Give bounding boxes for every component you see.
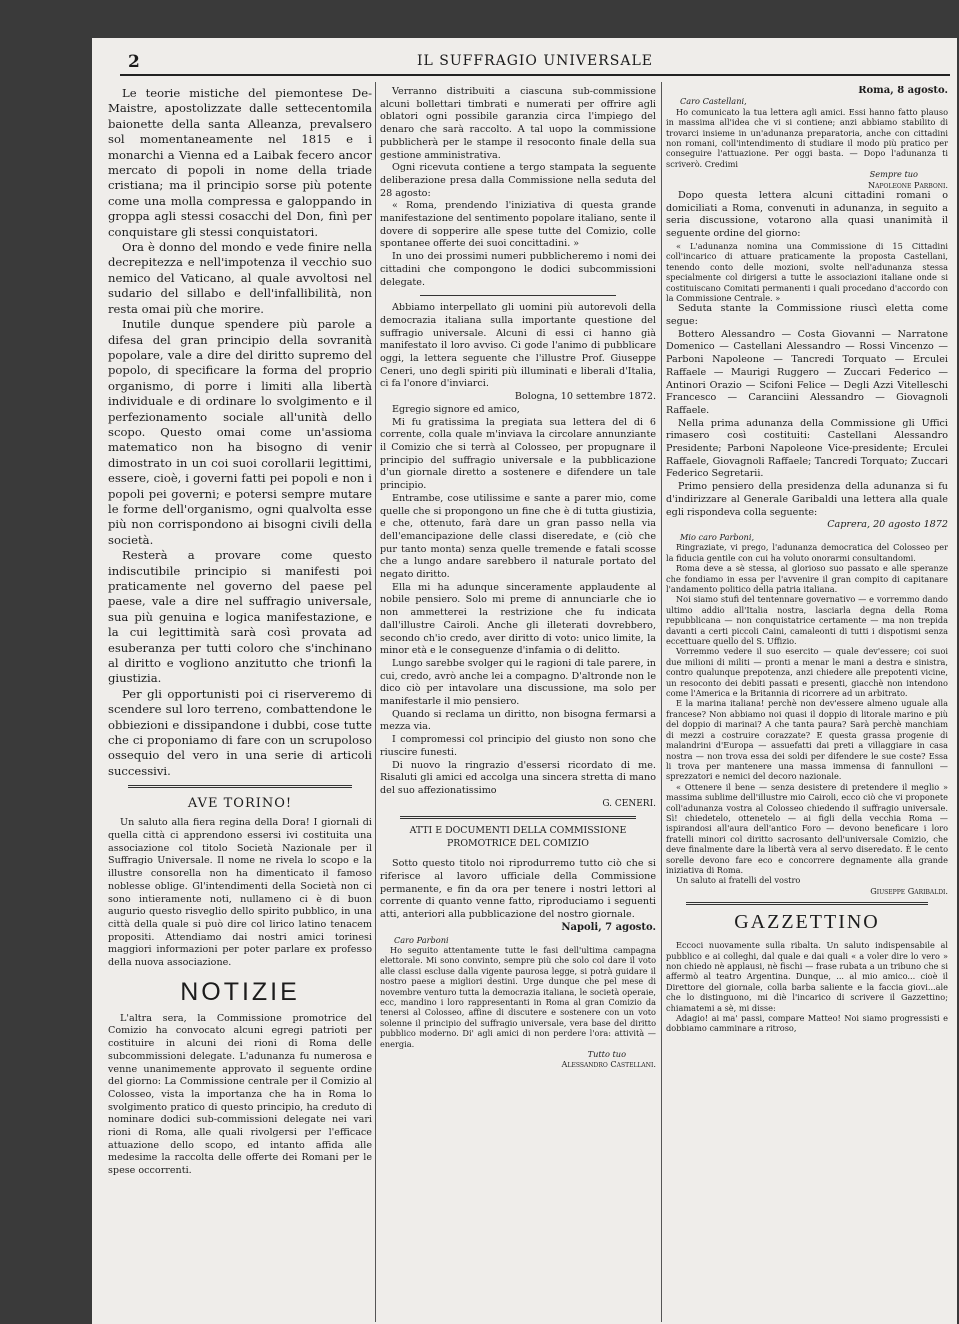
letter-paragraph: Lungo sarebbe svolger qui le ragioni di tale parere, in cui, credo, avrò anche lei a compagno. D'altronde non le dico ciò per intavolare una discussione, ma solo per manifestarle il mio pensiero. bbox=[380, 657, 656, 708]
letter-paragraph: Mi fu gratissima la pregiata sua lettera del di 6 corrente, colla quale m'inviava la circolare annunziante il Comizio che si terrà al Colosseo, per propugnare il principio del suffragio universale e la pubblicazione d'un giornale diretto a sostenere e difendere un tale principio. bbox=[380, 416, 656, 492]
header-rule bbox=[120, 74, 950, 76]
order-of-day bbox=[666, 241, 948, 303]
letter-salutation: Caro Parboni bbox=[394, 934, 449, 945]
section-separator bbox=[400, 816, 636, 819]
letter-closing: Tutto tuo bbox=[587, 1049, 626, 1060]
letter-paragraph: Roma deve a sè stessa, al glorioso suo passato e alle speranze che fondiamo in essa per l'avvenire il gran compito di capitanare l'andamento politico della patria italiana. bbox=[666, 563, 948, 594]
editorial-paragraph: Per gli opportunisti poi ci riserveremo di scendere sul loro terreno, combattendone le obbiezioni e dissipandone i dubbi, cose tutte che ci proponiamo di fare con un scrupoloso ossequio del vero in una serie di articoli successivi. bbox=[108, 686, 372, 778]
article-paragraph: Primo pensiero della presidenza della adunanza si fu d'indirizzare al Generale Garibaldi una lettera alla quale egli rispondeva colla seguente: bbox=[666, 481, 948, 518]
letter-date: Caprera, 20 agosto 1872 bbox=[827, 519, 948, 531]
letter-paragraph: E la marina italiana! perchè non dev'essere almeno uguale alla francese? Non abbiamo noi quasi il doppio di litorale marino e più del doppio di marinai? A che tanta paura? Sarà perchè manchiam di mezzi a costruire corazzate? E questa grassa progenie di malandrini d'Europa — assuefatti dai preti a villaggiare in casa nostra — non trova essa dei soldi per difendere le sue coste? Essa li trova per mantenere una massa immensa di fannulloni — sprezzatori e nemici del decoro nazionale. bbox=[666, 698, 948, 782]
newspaper-page bbox=[92, 38, 957, 1324]
ceneri-letter bbox=[380, 302, 656, 810]
article-paragraph: « Roma, prendendo l'iniziativa di questa grande manifestazione del sentimento popolare italiano, sente il dovere di sopperire alle spese tutte del Comizio, colle spontanee offerte dei suoi concittadini. » bbox=[380, 200, 656, 250]
letter-salutation: Caro Castellani, bbox=[680, 96, 747, 107]
column-3 bbox=[666, 86, 948, 1034]
letter-paragraph: Di nuovo la ringrazio d'essersi ricordato di me. Risaluti gli amici ed accolga una sincera stretta di mano del suo affezionatissimo bbox=[380, 759, 656, 796]
atti-intro: Sotto questo titolo noi riprodurremo tutto ciò che si riferisce al lavoro ufficiale della Commissione permanente, e fin da ora per tenere i nostri lettori al corrente di quanto venne fatto, riproduciamo i seguenti atti, anteriori alla pubblicazione del nostro giornale. bbox=[380, 858, 656, 921]
atti-heading: ATTI E DOCUMENTI DELLA COMMISSIONE PROMOTRICE DEL COMIZIO bbox=[409, 825, 627, 849]
letter-signature: Napoleone Parboni. bbox=[868, 179, 948, 190]
letter-text: Ho comunicato la tua lettera agli amici. Essi hanno fatto plauso in massima all'idea che vi si contiene; anzi abbiamo stabilito di trovarci insieme in un'adunanza preparatoria, anche con cittadini non romani, coll'intendimento di studiare il modo più pratico per conseguire l'attuazione. Per oggi basta. — Dopo l'adunanza ti scriverò. Credimi bbox=[666, 106, 948, 169]
column-1 bbox=[108, 86, 372, 1178]
order-of-day-text: « L'adunanza nomina una Commissione di 15 Cittadini coll'incarico di attuare praticamente la proposta Castellani, tenendo conto delle mozioni, svolte nell'adunanza stessa specialmente col dirigersi a tutte le associazioni italiane onde si costituiscano Comitati permanenti i quali procedano d'accordo con la Commissione Centrale. » bbox=[666, 240, 948, 303]
editorial-paragraph: Resterà a provare come questo indiscutibile principio si manifesti poi praticamente nel governo del paese pel paese, vale a dire nel suffragio universale, sua più genuina e logica manifestazione, e la cui legittimità sarà così provata ad esuberanza per tutti coloro che s'inchinano al diritto e vogliono anzitutto che trionfi la giustizia. bbox=[108, 548, 372, 686]
letter-date: Roma, 8 agosto. bbox=[858, 86, 948, 96]
article-paragraph: Verranno distribuiti a ciascuna sub-commissione alcuni bollettari timbrati e numerati per offrire agli oblatori ogni possibile garanzia circa l'impiego del denaro che sarà raccolto. A tal uopo la commissione pubblicherà per le stampe il resoconto finale della sua gestione amministrativa. bbox=[380, 86, 656, 161]
castellani-letter bbox=[380, 935, 656, 1070]
letter-paragraph: Un saluto ai fratelli del vostro bbox=[676, 875, 801, 886]
letter-paragraph: Noi siamo stufi del tentennare governativo — e vorremmo dando ultimo addio all'Italia nostra, lasciarla degna della Roma repubblicana — non conquistatrice certamente — ma non trepida davanti a certi piccoli Caini, camaleonti di tutti i dispotismi senza eccettuare quello del S. Uffizio. bbox=[666, 594, 948, 647]
ave-torino-article bbox=[108, 817, 372, 969]
letter-paragraph: « Ottenere il bene — senza desistere di pretendere il meglio » massima sublime dell'illustre mio Cairoli, ecco ciò che vi proponete coll'adunanza vostra al Colosseo chiedendo il suffragio universale. Sì! chiedetelo, ottenetelo — ai figli della vecchia Roma — ispirandosi all'aura dell'antico Foro — devono beneficare i loro fratelli minori col diritto sacrosanto dell'universale Comizio, che deve finalmente dare la libertà vera al servo diseredato. È le cento sorelle devono fare eco e concorrere degnamente alla grande iniziativa di Roma. bbox=[666, 781, 948, 875]
editorial-paragraph: Ora è donno del mondo e vede finire nella decrepitezza e nell'impotenza il vecchio suo nemico del Vaticano, al quale avvoltosi nel sudario del sillabo e dell'infallibilità, non resta omai più che morire. bbox=[108, 240, 372, 316]
ave-torino-text: Un saluto alla fiera regina della Dora! I giornali di quella città ci apprendono essersi ivi costituita una associazione col titolo Società Nazionale per il Suffragio Universale. Il nome ne rivela lo scopo e la illustre consorella non ha dimenticato il famoso noblesse oblige. Gl'intendimenti della Società non ci sono intieramente noti, nullameno ci è di buon augurio questo risveglio dello spirito pubblico, in una città della quale si può dire col lirico latino tenacem propositi. Attendiamo dai nostri amici torinesi maggiori informazioni per poter parlare ex professo della nuova associazione. bbox=[108, 817, 372, 969]
intro-paragraph: Abbiamo interpellato gli uomini più autorevoli della democrazia italiana sulla importante questione del suffragio universale. Alcuni di essi ci hanno già manifestato il loro avviso. Ci gode l'animo di pubblicare oggi, la lettera seguente che l'illustre Prof. Giuseppe Ceneri, uno degli spiriti più illuminati e liberali d'Italia, ci fa l'onore d'inviarci. bbox=[380, 302, 656, 390]
notizie-article bbox=[108, 1013, 372, 1178]
letter-text: Ho seguito attentamente tutte le fasi dell'ultima campagna elettorale. Mi sono convinto, sempre più che solo col dare il voto alle classi escluse dalla vigente paurosa legge, si potrà guidare il nostro paese a migliori destini. Urge dunque che pel mese di novembre venturo tutta la democrazia italiana, le società operaie, ecc, mandino i loro rappresentanti in Roma al gran Comizio da tenersi al Colosseo, affine di discutere e sostenere con un voto solenne il principio del suffragio universale, vera base del diritto pubblico moderno. Di' agli amici di non perdere l'ora: attività — energia. bbox=[380, 945, 656, 1049]
parboni-letter bbox=[666, 86, 948, 190]
gazzettino-paragraph: Adagio! ai ma' passi, compare Matteo! Noi siamo progressisti e dobbiamo camminare a ritroso, bbox=[666, 1013, 948, 1034]
article-paragraph: Ogni ricevuta contiene a tergo stampata la seguente deliberazione presa dalla Commissione nella seduta del 28 agosto: bbox=[380, 162, 656, 199]
notizie-heading: NOTIZIE bbox=[180, 977, 300, 1006]
article-paragraph: In uno dei prossimi numeri pubblicheremo i nomi dei cittadini che compongono le dodici subcommissioni delegate. bbox=[380, 251, 656, 288]
page-number: 2 bbox=[128, 52, 140, 72]
section-separator bbox=[686, 902, 928, 905]
members-list: Bottero Alessandro — Costa Giovanni — Narratone Domenico — Castellani Alessandro — Rossi Vincenzo — Parboni Napoleone — Tancredi Torquato — Erculei Raffaele — Maurigi Ruggero — Zuccari Federico — Antinori Orazio — Scifoni Felice — Degli Azzi Vitelleschi Francesco — Caranciini Alessandro — Giovagnoli Raffaele. bbox=[666, 328, 948, 416]
letter-paragraph: Quando si reclama un diritto, non bisogna fermarsi a mezza via. bbox=[380, 708, 656, 733]
editorial-paragraph: Le teorie mistiche del piemontese De-Maistre, apostolizzate dalle settecentomila baionette della santa Alleanza, prevalsero sol momentaneamente nel 1815 e i monarchi a Vienna ed a Laibak fecero ancor mercato di popoli in nome della triade cristiana; ma il principio sorse più potente come una molla compressa e galoppando in groppa agli stessi cosacchi del Don, finì per conquistare gli stessi conquistatori. bbox=[108, 86, 372, 239]
letter-paragraph: Entrambe, cose utilissime e sante a parer mio, come quelle che si propongono un fine che è di tutta giustizia, e che, ottenuto, farà dare un gran passo nella via dell'emancipazione delle classi diseredate, e (ciò che pur tanto monta) senza quelle tremende e fatali scosse che a lungo andare sarebbero il naturale portato del negato diritto. bbox=[380, 492, 656, 581]
letter-signature: G. CENERI. bbox=[602, 798, 656, 809]
article-paragraph: Seduta stante la Commissione riuscì eletta come segue: bbox=[666, 303, 948, 328]
gazzettino-article bbox=[666, 940, 948, 1034]
letter-salutation: Mio caro Parboni, bbox=[680, 531, 755, 542]
letter-signature: Alessandro Castellani. bbox=[561, 1059, 656, 1070]
article-paragraph: Nella prima adunanza della Commissione gli Uffici rimasero così costituiti: Castellani Alessandro Presidente; Parboni Napoleone Vice-presidente; Erculei Raffaele, Giovagnoli Raffaele; Tancredi Torquato; Zuccari Federico Segretarii. bbox=[666, 417, 948, 480]
letter-date: Bologna, 10 settembre 1872. bbox=[514, 391, 656, 403]
letter-paragraph: I compromessi col principio del giusto non sono che riuscire funesti. bbox=[380, 734, 656, 758]
letter-paragraph: Ella mi ha adunque sinceramente applaudente al nobile pensiero. Solo mi preme di annunciarle che io non ammetterei la restrizione che fu indicata dall'illustre Cairoli. Anche gli illeterati dovrebbero, secondo ch'io credo, aver diritto di voto: unico limite, la minor età e le conseguenze d'infamia o di delitto. bbox=[380, 581, 656, 657]
atti-article bbox=[380, 858, 656, 934]
commission-members bbox=[666, 303, 948, 532]
letter-signature: Giuseppe Garibaldi. bbox=[870, 885, 948, 896]
column-divider-2 bbox=[661, 82, 662, 1322]
letter-salutation: Egregio signore ed amico, bbox=[392, 403, 520, 415]
section-separator bbox=[420, 295, 616, 296]
editorial-article bbox=[108, 86, 372, 779]
subcommission-article bbox=[380, 86, 656, 289]
column-2 bbox=[380, 86, 656, 1070]
letter-closing: Sempre tuo bbox=[869, 169, 918, 180]
ave-torino-heading: AVE TORINO! bbox=[187, 796, 293, 812]
gazzettino-paragraph: Eccoci nuovamente sulla ribalta. Un saluto indispensabile al pubblico e ai colleghi, dal quale e dai quali « a voler dire lo vero » non chiedo nè applausi, nè fischi — frase rubata a un tribuno che si affermò al teatro Argentina. Dunque, ... al mio amico... cioè il Direttore del giornale, colla barba saliente e la faccia giovi...ale che lo distinguono, mi diè l'incarico di scrivere il Gazzettino; chiamatemi a sè, mi disse: bbox=[666, 940, 948, 1013]
gazzettino-heading: GAZZETTINO bbox=[734, 911, 880, 934]
notizie-text: L'altra sera, la Commissione promotrice del Comizio ha convocato alcuni egregi patrioti per costituire in alcuni dei rioni di Roma delle subcommissioni delegate. L'adunanza fu numerosa e venne unanimemente approvato il seguente ordine del giorno: La Commissione centrale per il Comizio al Colosseo, vista la importanza che ha in Roma lo svolgimento pratico di questo principio, ha creduto di nominare dodici sub-commissioni delegate nei vari rioni di Roma, alle quali rivolgersi per l'efficace attuazione dello scopo, ed intanto affida alle medesime la raccolta delle offerte dei Romani per le spese occorrenti. bbox=[108, 1012, 372, 1177]
letter-date: Napoli, 7 agosto. bbox=[561, 921, 656, 933]
page-header bbox=[120, 50, 950, 72]
garibaldi-letter bbox=[666, 532, 948, 896]
commission-article bbox=[666, 190, 948, 241]
letter-paragraph: Vorremmo vedere il suo esercito — quale dev'essere; coi suoi due milioni di militi — pronti a menar le mani a destra e sinistra, contro qualunque prepotenza, anzi chiedere alle prepotenti vicine, un resoconto dei debiti passati e presenti, giacchè non intendono come l'America e la Britannia di ricorrere ad un arbitrato. bbox=[666, 646, 948, 699]
article-paragraph: Dopo questa lettera alcuni cittadini romani o domiciliati a Roma, convenuti in adunanza, in seguito a seria discussione, votarono alla quasi unanimità il seguente ordine del giorno: bbox=[666, 190, 948, 240]
section-separator bbox=[128, 785, 352, 788]
editorial-paragraph: Inutile dunque spendere più parole a difesa del gran principio della sovranità popolare, vale a dire del diritto supremo del popolo, di specificare la forma del proprio organismo, di porre i limiti alla libertà individuale e di ordinare lo svolgimento e il perfezionamento sociale all'unità dello scopo. Questo omai come un'assioma matematico non ha bisogno di venir dimostrato in un coi suoi corollarii legittimi, essere, cioè, i governi fatti pei popoli e non i popoli pei governi; e potersi sempre mutare le forme dell'organismo, ogni qualvolta esse più non corrispondono ai bisogni civili della società. bbox=[108, 317, 372, 547]
newspaper-title: IL SUFFRAGIO UNIVERSALE bbox=[416, 53, 654, 69]
letter-paragraph: Ringraziate, vi prego, l'adunanza democratica del Colosseo per la fiducia gentile con cui ha voluto onorarmi consultandomi. bbox=[666, 542, 948, 563]
column-divider-1 bbox=[375, 82, 376, 1322]
